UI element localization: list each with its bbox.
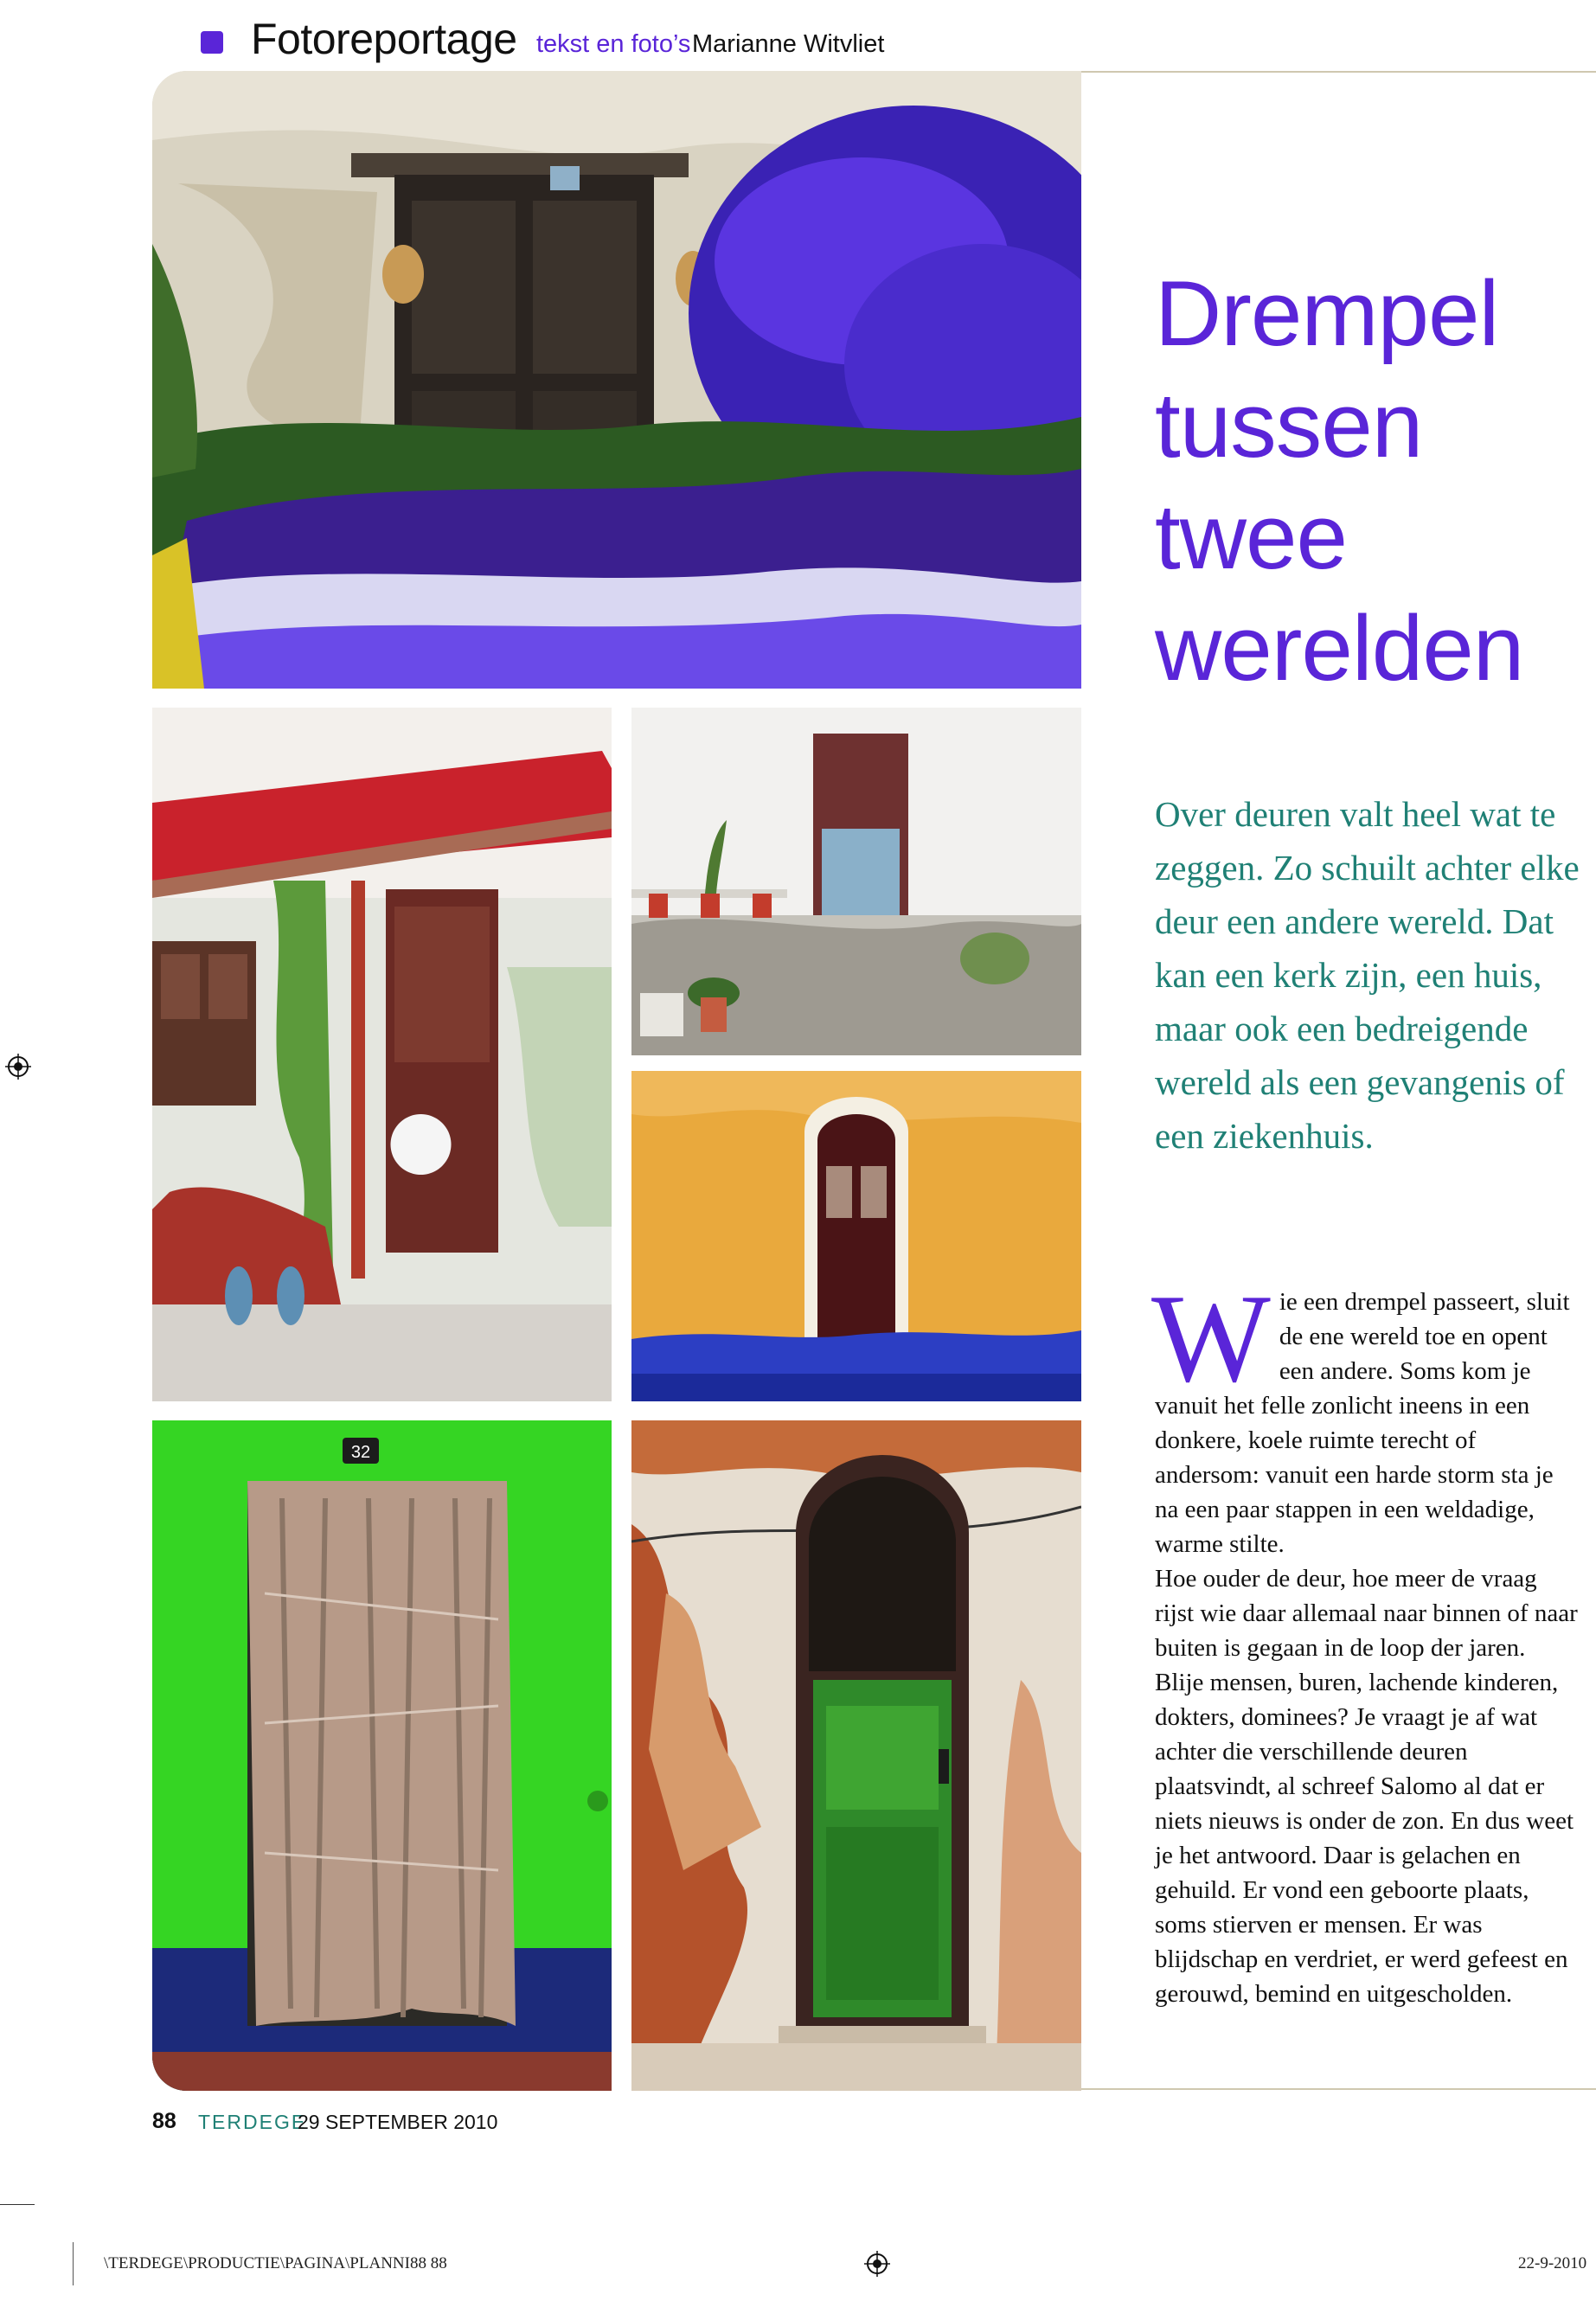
credit-label: tekst en foto’s <box>536 30 691 58</box>
section-marker <box>201 31 223 54</box>
drop-cap: W <box>1151 1268 1271 1408</box>
crop-mark <box>73 2242 74 2285</box>
photo-door-with-potted-plants <box>631 708 1081 1055</box>
registration-mark-icon <box>5 1054 31 1080</box>
issue-date: 29 SEPTEMBER 2010 <box>298 2111 498 2133</box>
photo-green-wall-net-curtain <box>152 1420 612 2091</box>
magazine-name: TERDEGE <box>198 2111 307 2133</box>
crop-mark <box>0 2204 35 2205</box>
house-number: 32 <box>350 1443 371 1462</box>
section-title: Fotoreportage <box>251 15 517 63</box>
title-line: tussen <box>1155 373 1423 477</box>
page-number: 88 <box>152 2109 176 2133</box>
article-lead: Over deuren valt heel wat te zeggen. Zo schuilt achter elke deur een andere wereld. Dat kan een kerk zijn, een huis, maar ook een bedreigende wereld als een gevangenis of een ziekenhuis. <box>1155 794 1580 1156</box>
article-title <box>1155 258 1587 704</box>
title-line: Drempel <box>1155 261 1499 365</box>
top-rule <box>1081 71 1596 73</box>
slug-date: 22-9-2010 <box>1518 2254 1587 2272</box>
title-line: twee <box>1155 484 1348 588</box>
slug-file-path: \TERDEGE\PRODUCTIE\PAGINA\PLANNI88 88 <box>104 2254 447 2272</box>
article-body <box>1151 1268 1579 2011</box>
photo-green-arched-door <box>631 1420 1081 2091</box>
photo-door-with-purple-flowers <box>152 71 1081 689</box>
body-paragraph: Hoe ouder de deur, hoe meer de vraag rijst wie daar allemaal naar binnen of naar buiten is gegaan in de loop der jaren. Blije mensen, buren, lachende kinderen, dokters, dominees? Je vraagt je af wat achter die verschillende deuren plaatsvindt, al schreef Salomo al dat er niets nieuws is onder de zon. En dus weet je het antwoord. Daar is gelachen en gehuild. Er vond een geboorte plaats, soms stierven er mensen. Er was blijdschap en verdriet, er werd gefeest en gerouwd, bemind en uitgescholden. <box>1155 1565 1578 2008</box>
body-paragraph: ie een drempel passeert, sluit de ene wereld toe en opent een andere. Soms kom je vanuit het felle zonlicht ineens in een donkere, koele ruimte terecht of andersom: vanuit een harde storm sta je na een paar stappen in een weldadige, warme stilte. <box>1155 1288 1570 1558</box>
photo-red-door-yellow-wall <box>631 1071 1081 1401</box>
credit-name: Marianne Witvliet <box>692 30 885 58</box>
title-line: werelden <box>1155 596 1524 700</box>
photo-red-door-white-wall <box>152 708 612 1401</box>
registration-mark-icon <box>864 2251 890 2277</box>
bottom-rule <box>1081 2088 1596 2090</box>
